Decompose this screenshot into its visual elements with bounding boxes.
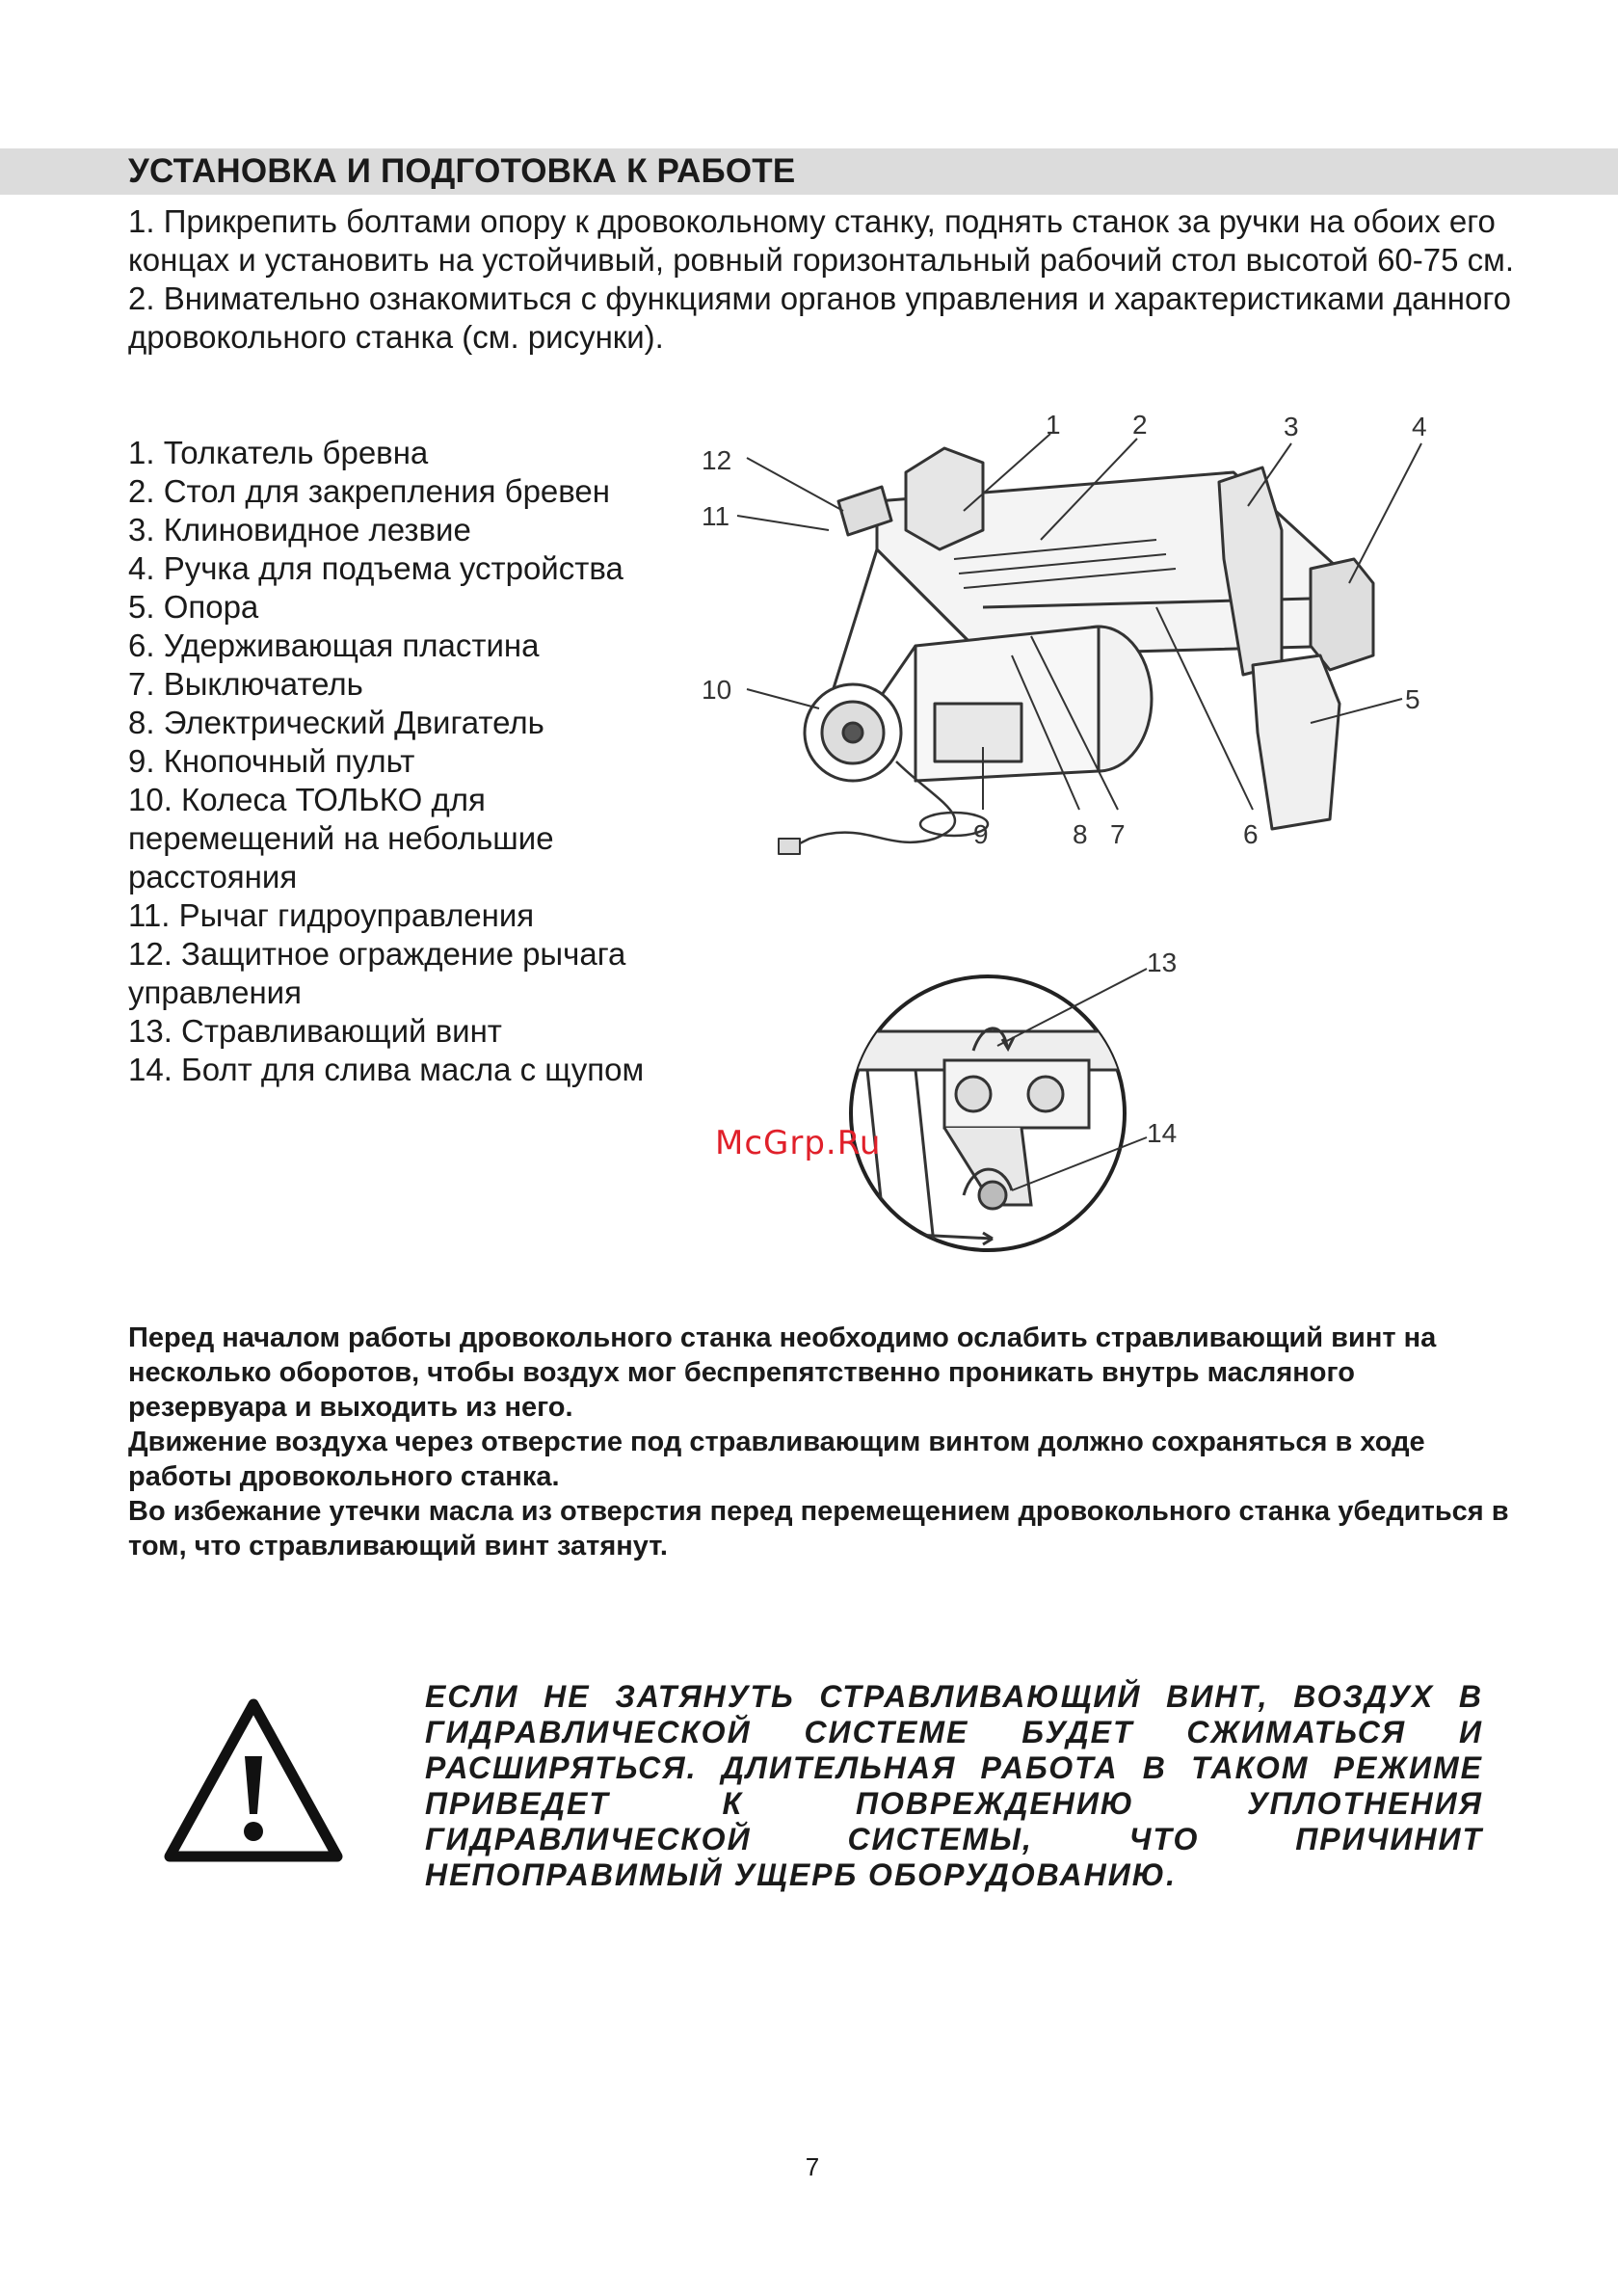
callout-label: 12 <box>702 445 732 475</box>
callout-label: 5 <box>1405 684 1420 714</box>
list-item: 14. Болт для слива масла с щупом <box>128 1052 645 1087</box>
callout-label: 4 <box>1412 414 1427 441</box>
note-paragraph: Во избежание утечки масла из отверстия перед перемещением дровокольного станка убедиться в том, что стравливающий винт затянут. <box>128 1496 1509 1562</box>
list-item: 5. Опора <box>128 589 259 625</box>
callout-label: 3 <box>1284 414 1299 441</box>
list-item: 11. Рычаг гидроуправления <box>128 897 535 933</box>
callout-label: 7 <box>1110 819 1126 849</box>
operating-notes <box>128 1321 1516 1563</box>
list-item: 9. Кнопочный пульт <box>128 743 415 779</box>
note-paragraph: Движение воздуха через отверстие под стравливающим винтом должно сохраняться в ходе работы дровокольного станка. <box>128 1427 1425 1492</box>
intro-step-1: 1. Прикрепить болтами опору к дровокольному станку, поднять станок за ручки на обоих его концах и установить на устойчивый, ровный горизонтальный рабочий стол высотой 60-75 см. <box>128 203 1514 278</box>
list-item: 10. Колеса ТОЛЬКО для перемещений на небольшие расстояния <box>128 782 554 894</box>
detail-diagram <box>829 945 1253 1258</box>
list-item: 4. Ручка для подъема устройства <box>128 550 623 586</box>
log-splitter-diagram <box>694 414 1465 868</box>
intro-step-2: 2. Внимательно ознакомиться с функциями органов управления и характеристиками данного дровокольного станка (см. рисунки). <box>128 280 1512 355</box>
section-title: УСТАНОВКА И ПОДГОТОВКА К РАБОТЕ <box>128 152 796 190</box>
callout-label: 13 <box>1147 948 1178 977</box>
list-item: 13. Стравливающий винт <box>128 1013 502 1049</box>
list-item: 2. Стол для закрепления бревен <box>128 473 611 509</box>
callout-label: 8 <box>1073 819 1088 849</box>
warning-text: ЕСЛИ НЕ ЗАТЯНУТЬ СТРАВЛИВАЮЩИЙ ВИНТ, ВОЗДУХ В ГИДРАВЛИЧЕСКОЙ СИСТЕМЕ БУДЕТ СЖИМАТЬСЯ И РАСШИРЯТЬСЯ. ДЛИТЕЛЬНАЯ РАБОТА В ТАКОМ РЕЖИМЕ ПРИВЕДЕТ К ПОВРЕЖДЕНИЮ УПЛОТНЕНИЯ ГИДРАВЛИЧЕСКОЙ СИСТЕМЫ, ЧТО ПРИЧИНИТ НЕПОПРАВИМЫЙ УЩЕРБ ОБОРУДОВАНИЮ. <box>425 1679 1483 1892</box>
intro-text <box>128 202 1516 357</box>
callout-label: 9 <box>973 819 989 849</box>
parts-list <box>128 434 687 1089</box>
callout-label: 6 <box>1243 819 1259 849</box>
note-paragraph: Перед началом работы дровокольного станка необходимо ослабить стравливающий винт на несколько оборотов, чтобы воздух мог беспрепятственно проникать внутрь масляного резервуара и выходить из него. <box>128 1322 1437 1423</box>
callout-label: 14 <box>1147 1118 1178 1148</box>
callout-label: 1 <box>1046 414 1061 440</box>
list-item: 3. Клиновидное лезвие <box>128 512 471 547</box>
callout-label: 10 <box>702 675 732 705</box>
watermark: McGrp.Ru <box>715 1124 882 1162</box>
list-item: 8. Электрический Двигатель <box>128 705 544 740</box>
page-number: 7 <box>805 2152 820 2181</box>
list-item: 6. Удерживающая пластина <box>128 627 540 663</box>
callout-label: 2 <box>1132 414 1148 440</box>
list-item: 12. Защитное ограждение рычага управления <box>128 936 626 1010</box>
warning-triangle-icon <box>162 1696 345 1865</box>
list-item: 7. Выключатель <box>128 666 363 702</box>
list-item: 1. Толкатель бревна <box>128 435 429 470</box>
callout-label: 11 <box>702 501 730 531</box>
